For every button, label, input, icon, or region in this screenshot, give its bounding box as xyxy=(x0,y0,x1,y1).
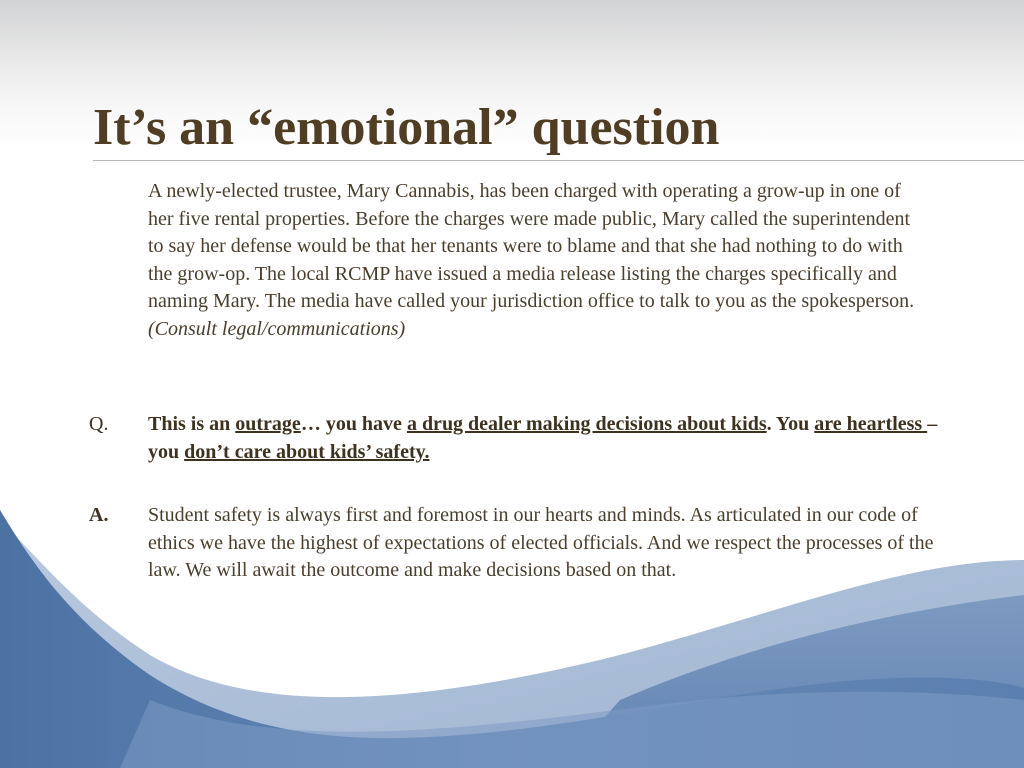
slide-title: It’s an “emotional” question xyxy=(93,99,720,156)
scenario-paragraph xyxy=(148,178,928,343)
question-part: . xyxy=(424,440,430,463)
question-part: . You xyxy=(766,413,815,435)
title-divider xyxy=(93,160,1024,161)
question-marker: Q. xyxy=(89,413,109,435)
question-emphasis: a drug dealer making decisions about kids xyxy=(406,413,767,435)
question-text xyxy=(148,411,938,466)
question-part: This is an xyxy=(148,413,236,435)
answer-marker: A. xyxy=(89,504,109,526)
question-part: … you have xyxy=(300,413,407,435)
question-emphasis: outrage xyxy=(235,413,301,435)
question-emphasis: don’t care about kids’ safety xyxy=(184,440,425,463)
scenario-note: (Consult legal/communications) xyxy=(148,317,406,340)
scenario-text: A newly-elected trustee, Mary Cannabis, has been charged with operating a grow-up in one of her five rental properties. Before the charges were made public, Mary called the superintendent to say her defense would be that her tenants were to blame and that she had nothing to do with the grow-op. The local RCMP have issued a media release listing the charges specifically and naming Mary. The media have called your jurisdiction office to talk to you as the spokesperson. xyxy=(148,180,915,312)
question-emphasis: are heartless xyxy=(814,413,928,435)
answer-text: Student safety is always first and foremost in our hearts and minds. As articulated in our code of ethics we have the highest of expectations of elected officials. And we respect the processes of the law. We will await the outcome and make decisions based on that. xyxy=(148,504,934,581)
question-part: – you xyxy=(148,413,938,463)
